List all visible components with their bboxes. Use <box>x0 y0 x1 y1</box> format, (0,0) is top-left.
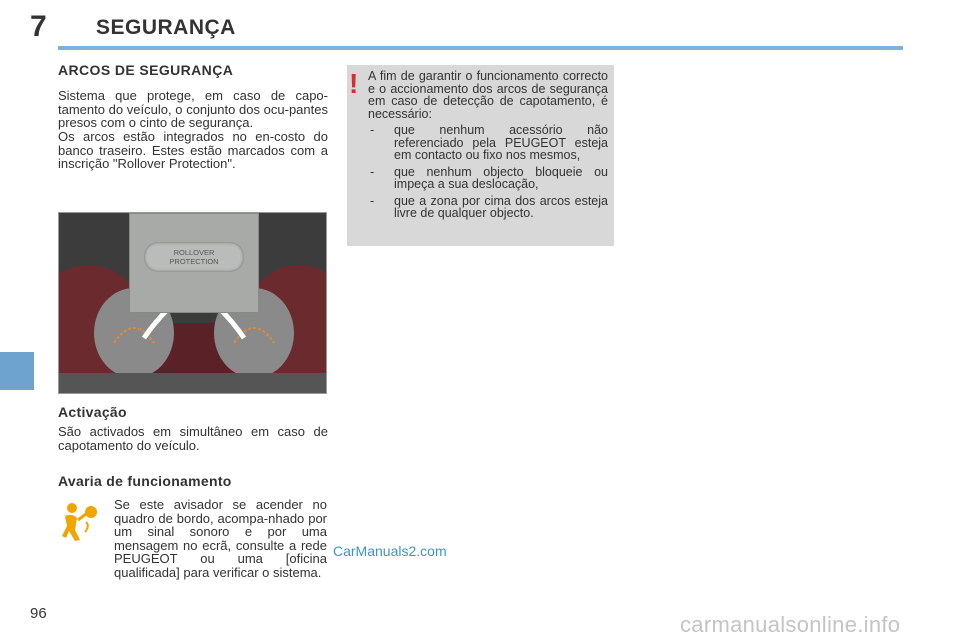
airbag-warning-icon <box>60 500 100 542</box>
header-rule <box>58 46 903 50</box>
chapter-number: 7 <box>30 10 47 43</box>
malfunction-text: Se este avisador se acender no quadro de bordo, acompa-nhado por um sinal sonoro e por uma mensagem no ecrã, consulte a rede PEUGEOT ou uma [oficina qualificada] para verificar o sistema. <box>114 497 327 580</box>
footer-site: carmanualsonline.info <box>680 612 901 637</box>
activation-text: São activados em simultâneo em caso de capotamento do veículo. <box>58 424 328 453</box>
rollover-bars-photo <box>58 212 327 394</box>
badge-line2: PROTECTION <box>169 257 219 266</box>
list-item: - que nenhum objecto bloqueie ou impeça a sua deslocação, <box>370 164 608 191</box>
section-title: ARCOS DE SEGURANÇA <box>58 62 234 78</box>
page-number: 96 <box>30 605 47 622</box>
note-list <box>368 124 608 224</box>
location-paragraph: Os arcos estão integrados no en-costo do banco traseiro. Estes estão marcados com a inscrição "Rollover Protection". <box>58 129 328 171</box>
rollover-label-inset <box>129 213 259 313</box>
watermark: CarManuals2.com <box>333 543 447 559</box>
list-item: - que a zona por cima dos arcos esteja livre de qualquer objecto. <box>370 193 608 220</box>
badge-line1: ROLLOVER <box>173 248 215 257</box>
malfunction-title: Avaria de funcionamento <box>58 473 232 489</box>
chapter-side-tab <box>0 352 34 390</box>
rollover-protection-badge <box>144 242 244 272</box>
list-item: - que nenhum acessório não referenciado pela PEUGEOT esteja em contacto ou fixo nos mesmos, <box>370 123 608 162</box>
exclamation-icon: ! <box>349 68 359 99</box>
activation-title: Activação <box>58 404 127 420</box>
intro-paragraph: Sistema que protege, em caso de capo-tamento do veículo, o conjunto dos ocu-pantes presos com o cinto de segurança. <box>58 88 328 130</box>
chapter-title: SEGURANÇA <box>96 16 236 39</box>
note-intro: A fim de garantir o funcionamento correcto e o accionamento dos arcos de segurança em caso de detecção de capotamento, é necessário: <box>368 69 608 121</box>
